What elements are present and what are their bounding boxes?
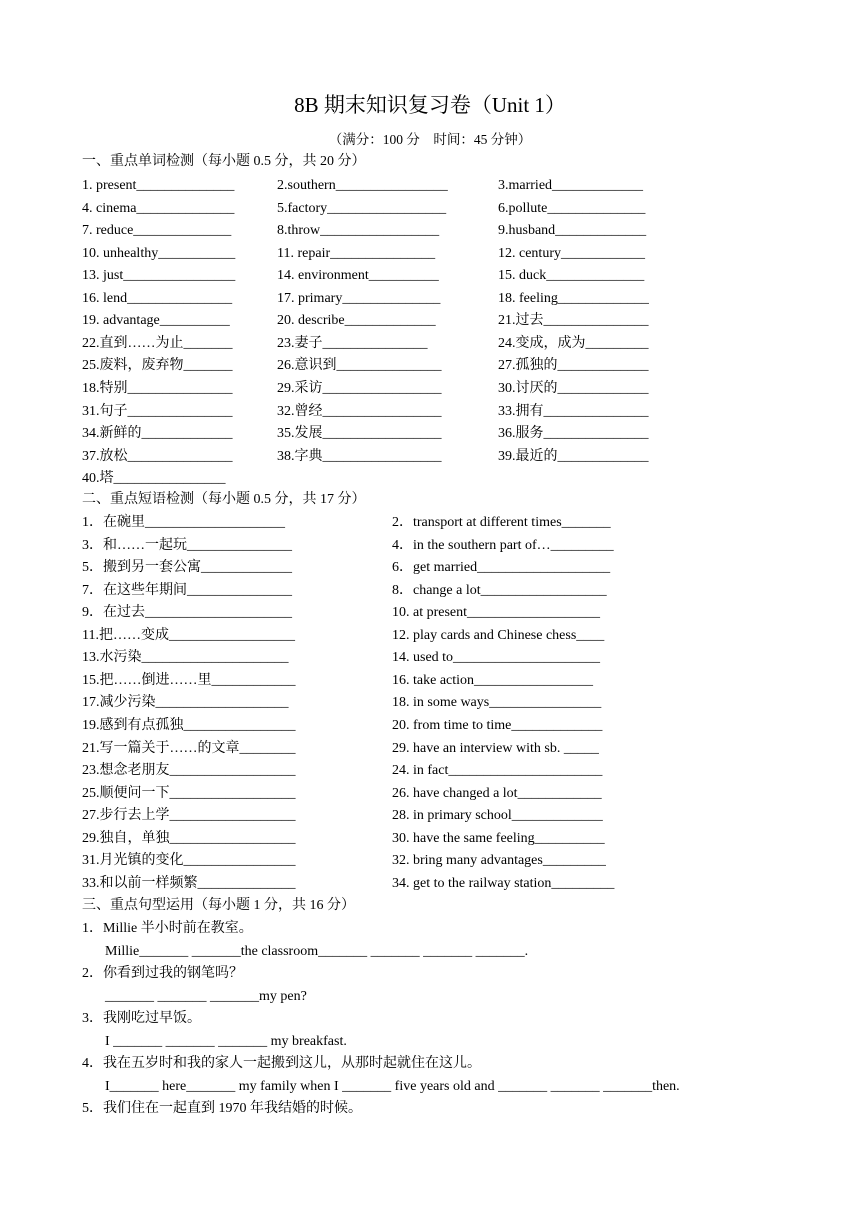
vocab-item: 31.句子_______________ (82, 403, 233, 419)
phrase-item: 1．在碗里____________________ (82, 515, 285, 530)
sentence-question: 1．Millie 半小时前在教室。 (82, 921, 253, 936)
vocab-item: 26.意识到_______________ (277, 358, 442, 374)
vocab-item: 32.曾经_________________ (277, 403, 442, 419)
phrase-item: 10. at present___________________ (392, 605, 601, 621)
vocab-item: 34.新鲜的_____________ (82, 426, 233, 442)
vocab-item: 9.husband_____________ (498, 223, 647, 239)
phrase-row (0, 648, 860, 668)
phrase-item: 14. used to_____________________ (392, 650, 601, 666)
phrase-item: 3．和……一起玩_______________ (82, 537, 292, 553)
phrase-item: 17.减少污染___________________ (82, 695, 289, 711)
phrase-row (0, 874, 860, 894)
sentence-answer-line: _______ _______ _______my pen? (105, 989, 307, 1005)
vocab-item: 3.married_____________ (498, 178, 644, 193)
phrase-row (0, 513, 860, 533)
phrase-row (0, 603, 860, 623)
phrase-row (0, 829, 860, 849)
vocab-item: 37.放松_______________ (82, 448, 233, 464)
vocab-item: 4. cinema______________ (82, 200, 235, 216)
phrase-row (0, 671, 860, 691)
phrase-item: 19.感到有点孤独________________ (82, 717, 296, 733)
vocab-row (0, 221, 860, 241)
section3-heading: 三、重点句型运用（每小题 1 分，共 16 分） (82, 898, 355, 913)
phrase-item: 5．搬到另一套公寓_____________ (82, 560, 292, 576)
phrase-item: 27.步行去上学__________________ (82, 808, 296, 824)
phrase-row (0, 739, 860, 759)
vocab-item: 40.塔________________ (82, 471, 226, 487)
vocab-item: 22.直到……为止_______ (82, 335, 233, 351)
phrase-item: 32. bring many advantages_________ (392, 853, 606, 869)
vocab-item: 16. lend_______________ (82, 290, 233, 306)
vocab-item: 20. describe_____________ (277, 313, 436, 329)
vocab-item: 15. duck______________ (498, 268, 645, 284)
phrase-item: 4．in the southern part of…_________ (392, 537, 614, 553)
phrase-item: 26. have changed a lot____________ (392, 785, 602, 801)
vocab-item: 30.讨厌的_____________ (498, 380, 649, 396)
sentence-answer-line: I _______ _______ _______ my breakfast. (105, 1034, 347, 1050)
vocab-item: 18.特别_______________ (82, 380, 233, 396)
vocab-item: 13. just________________ (82, 268, 236, 284)
phrase-row (0, 693, 860, 713)
phrase-row (0, 536, 860, 556)
sentence-question: 4．我在五岁时和我的家人一起搬到这儿，从那时起就住在这儿。 (82, 1056, 481, 1072)
phrase-item: 11.把……变成__________________ (82, 627, 295, 643)
vocab-row (0, 379, 860, 399)
phrase-item: 33.和以前一样频繁______________ (82, 875, 296, 891)
phrase-row (0, 761, 860, 781)
vocab-item: 23.妻子_______________ (277, 335, 428, 351)
sentence-question: 3．我刚吃过早饭。 (82, 1011, 201, 1027)
vocab-item: 36.服务_______________ (498, 426, 649, 442)
vocab-row (0, 244, 860, 264)
vocab-row (0, 424, 860, 444)
vocab-item: 6.pollute______________ (498, 200, 646, 216)
vocab-item: 17. primary______________ (277, 290, 441, 306)
phrase-item: 13.水污染_____________________ (82, 650, 289, 666)
vocab-item: 38.字典_________________ (277, 448, 442, 464)
phrase-item: 23.想念老朋友__________________ (82, 763, 296, 779)
sentence-answer-line: I_______ here_______ my family when I _______ five years old and _______ _______ _______then. (105, 1079, 680, 1095)
page-subtitle: （满分：100 分 时间：45 分钟） (328, 132, 532, 147)
phrase-item: 8．change a lot__________________ (392, 582, 607, 598)
phrase-item: 34. get to the railway station_________ (392, 875, 615, 891)
phrase-item: 20. from time to time_____________ (392, 717, 603, 733)
vocab-row (0, 199, 860, 219)
vocab-item: 18. feeling_____________ (498, 290, 649, 306)
phrase-item: 29.独自，单独__________________ (82, 830, 296, 846)
section2-heading: 二、重点短语检测（每小题 0.5 分，共 17 分） (82, 492, 366, 507)
phrase-item: 2．transport at different times_______ (392, 515, 611, 530)
vocab-row (0, 447, 860, 467)
sentence-answer-line: Millie_______ _______the classroom_______ _______ _______ _______. (105, 944, 529, 959)
vocab-item: 39.最近的_____________ (498, 448, 649, 464)
phrase-item: 7．在这些年期间_______________ (82, 582, 292, 598)
phrase-item: 31.月光镇的变化________________ (82, 853, 296, 869)
vocab-item: 12. century____________ (498, 245, 645, 261)
phrase-row (0, 626, 860, 646)
vocab-item: 1. present______________ (82, 178, 235, 193)
vocab-row (0, 311, 860, 331)
phrase-item: 12. play cards and Chinese chess____ (392, 627, 605, 643)
vocab-item: 10. unhealthy___________ (82, 245, 236, 261)
vocab-item: 7. reduce______________ (82, 223, 232, 239)
vocab-item: 29.采访_________________ (277, 380, 442, 396)
phrase-item: 21.写一篇关于……的文章________ (82, 740, 296, 756)
phrase-item: 28. in primary school_____________ (392, 808, 603, 824)
vocab-item: 24.变成，成为_________ (498, 335, 649, 351)
vocab-item: 25.废料，废弃物_______ (82, 358, 233, 374)
sentence-question: 2．你看到过我的钢笔吗？ (82, 966, 243, 982)
vocab-item: 33.拥有_______________ (498, 403, 649, 419)
vocab-row (0, 469, 860, 489)
vocab-item: 19. advantage__________ (82, 313, 230, 329)
phrase-row (0, 716, 860, 736)
sentence-question: 5．我们住在一起直到 1970 年我结婚的时候。 (82, 1101, 362, 1117)
phrase-item: 29. have an interview with sb. _____ (392, 740, 599, 756)
vocab-row (0, 266, 860, 286)
vocab-item: 2.southern________________ (277, 178, 448, 193)
vocab-row (0, 356, 860, 376)
vocab-item: 11. repair_______________ (277, 245, 436, 261)
phrase-item: 18. in some ways________________ (392, 695, 602, 711)
section1-heading: 一、重点单词检测（每小题 0.5 分，共 20 分） (82, 154, 366, 169)
vocab-item: 27.孤独的_____________ (498, 358, 649, 374)
page-title: 8B 期末知识复习卷（Unit 1） (294, 93, 566, 117)
vocab-item: 14. environment__________ (277, 268, 439, 284)
phrase-item: 15.把……倒进……里____________ (82, 672, 296, 688)
phrase-item: 6．get married___________________ (392, 560, 611, 576)
phrase-row (0, 851, 860, 871)
phrase-row (0, 806, 860, 826)
vocab-row (0, 289, 860, 309)
vocab-item: 8.throw_________________ (277, 223, 440, 239)
phrase-item: 30. have the same feeling__________ (392, 830, 605, 846)
phrase-item: 9．在过去_____________________ (82, 605, 292, 621)
phrase-row (0, 581, 860, 601)
vocab-item: 5.factory_________________ (277, 200, 447, 216)
phrase-row (0, 558, 860, 578)
phrase-row (0, 784, 860, 804)
phrase-item: 16. take action_________________ (392, 672, 594, 688)
vocab-row (0, 402, 860, 422)
vocab-row (0, 176, 860, 196)
vocab-row (0, 334, 860, 354)
phrase-item: 25.顺便问一下__________________ (82, 785, 296, 801)
vocab-item: 35.发展_________________ (277, 426, 442, 442)
vocab-item: 21.过去_______________ (498, 313, 649, 329)
phrase-item: 24. in fact______________________ (392, 763, 603, 779)
